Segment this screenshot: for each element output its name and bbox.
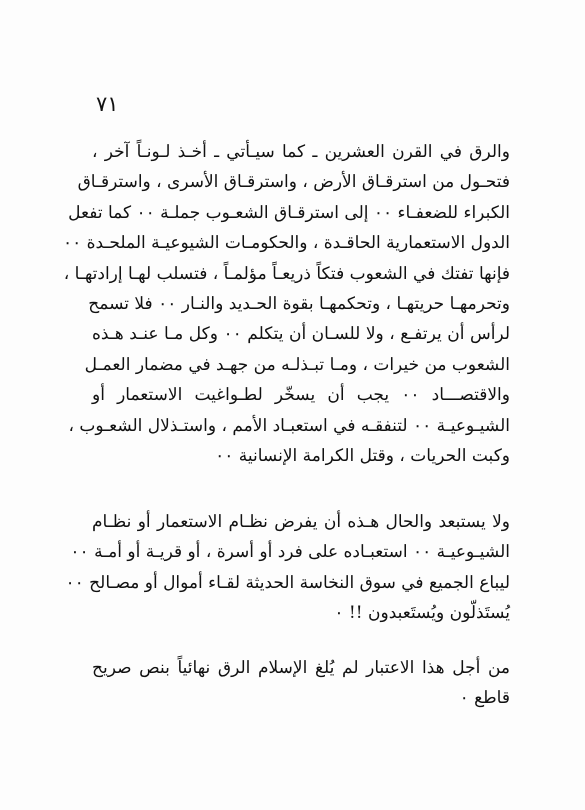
text-line: من أجل هذا الاعتبار لم يُلغ الإسلام الرق نهائياً بنص صريح (92, 658, 510, 678)
text-line: والاقتصـــاد ٠٠ يجب أن يسخّر لطـواغيت الاستعمار أو (92, 385, 510, 406)
page-number: ٧١ (96, 92, 119, 116)
text-line: ولا يستبعد والحال هـذه أن يفرض نظـام الاستعمار أو نظـام (92, 512, 510, 532)
text-line: وتحرمهـا حريتهـا ، وتحكمهـا بقوة الحـديد والنـار ٠٠ فلا تسمح (88, 293, 510, 314)
paragraph-1 (62, 137, 510, 471)
text-line: الشعوب من خيرات ، ومـا تبـذلـه من جهـد في مضمار العمـل (84, 354, 510, 375)
text-line: يُستَذلّون ويُستَعبدون !! ٠ (334, 603, 510, 624)
text-line: قاطع ٠ (459, 688, 510, 709)
text-line: الشيـوعيـة ٠٠ استعبـاده على فرد أو أسرة ، أو قريـة أو أمـة ٠٠ (70, 542, 510, 563)
paragraph-2 (65, 507, 510, 629)
text-line: فتحـول من استرقـاق الأرض ، واسترقـاق الأسرى ، واسترقـاق (77, 172, 510, 193)
text-line: والرق في القرن العشرين ـ كما سيـأتي ـ أخـذ لـونـاً آخر ، (92, 142, 510, 162)
text-line: لرأس أن يرتفـع ، ولا للسـان أن يتكلم ٠٠ وكل مـا عنـد هـذه (92, 324, 510, 345)
text-line: الدول الاستعمارية الحاقـدة ، والحكومـات الشيوعيـة الملحـدة ٠٠ (62, 233, 510, 254)
text-line: الكبراء للضعفـاء ٠٠ إلى استرقـاق الشعـوب جملـة ٠٠ كما تفعل (68, 202, 510, 223)
text-line: ليباع الجميع في سوق النخاسة الحديثة لقـاء أموال أو مصـالح ٠٠ (65, 572, 510, 593)
text-line: وكبت الحريات ، وقتل الكرامة الإنسانية ٠٠ (215, 445, 510, 466)
text-line: فإنها تفتك في الشعوب فتكاً ذريعـاً مؤلمـاً ، فتسلب لهـا إرادتهـا ، (63, 263, 510, 284)
paragraph-3 (92, 653, 510, 714)
text-line: الشيـوعيـة ٠٠ لتنفقـه في استعبـاد الأمم ، واستـذلال الشعـوب ، (68, 415, 510, 436)
